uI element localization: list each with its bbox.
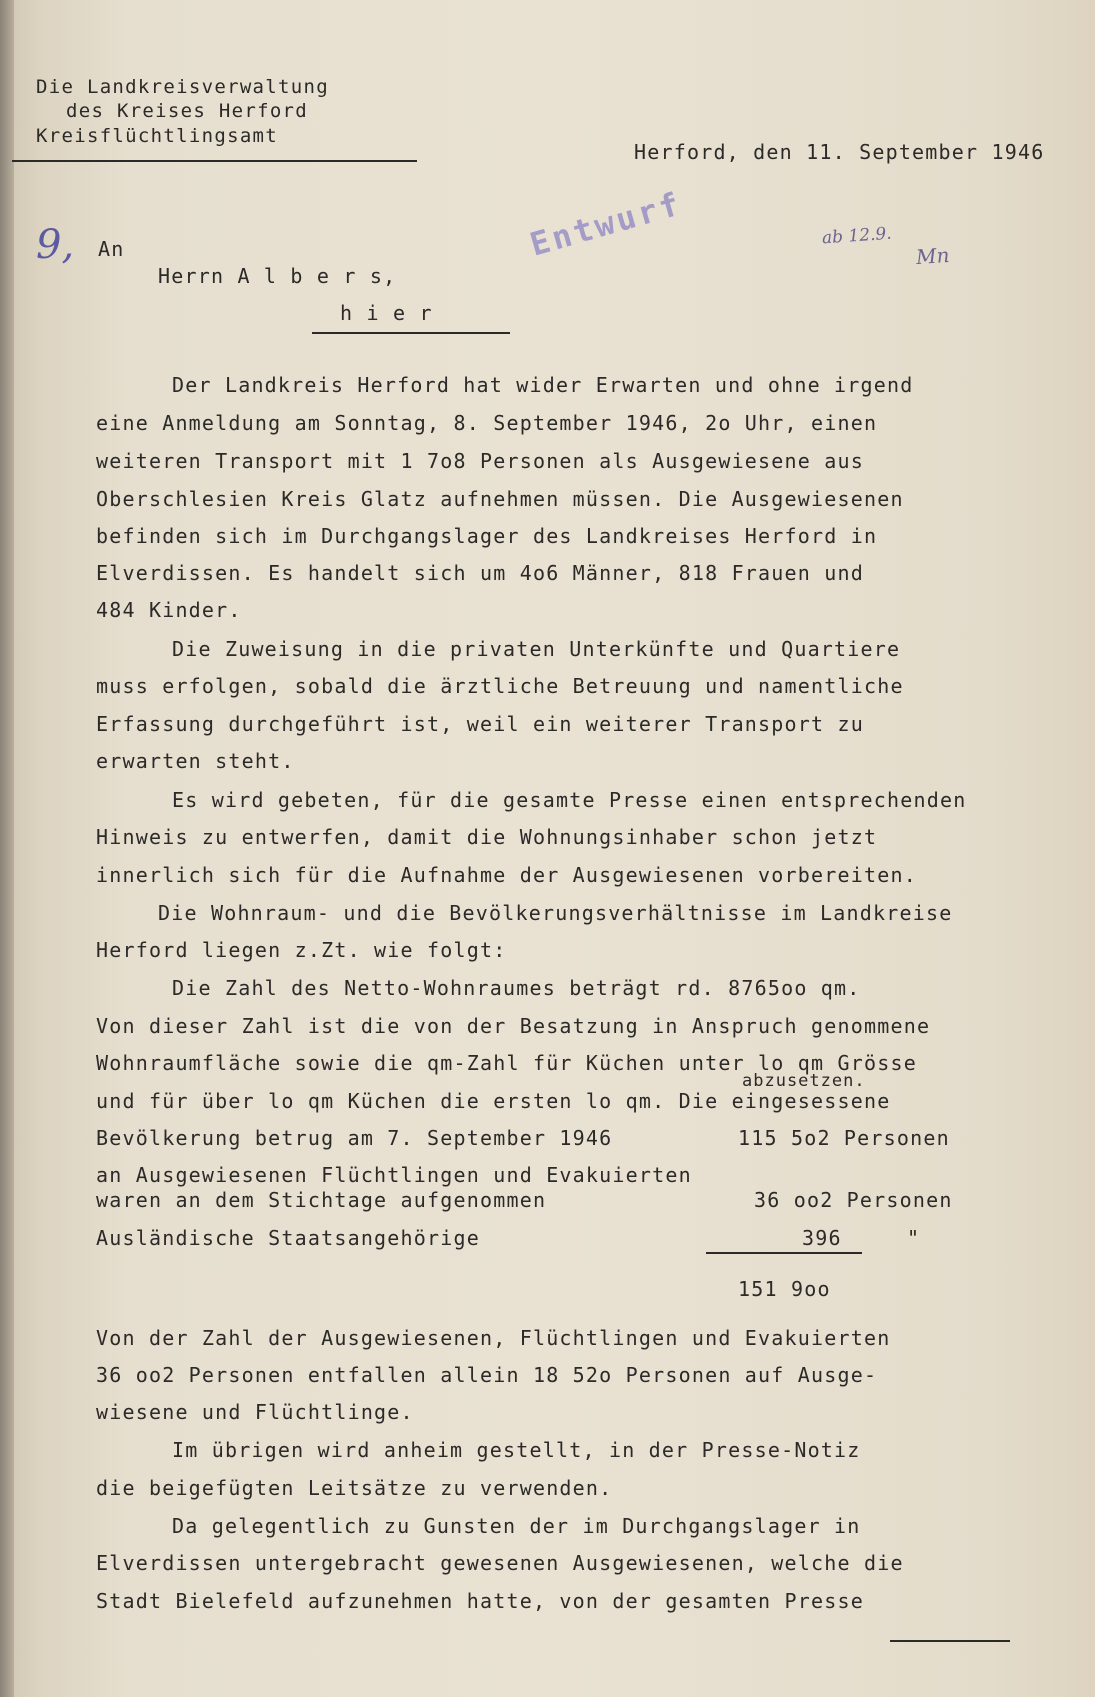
recipient-rule (312, 332, 510, 334)
body-line: Oberschlesien Kreis Glatz aufnehmen müssen. Die Ausgewiesenen (96, 487, 904, 511)
body-line: Erfassung durchgeführt ist, weil ein weiterer Transport zu (96, 712, 864, 736)
recipient-place: h i e r (340, 301, 433, 325)
pencil-initials: Mn (915, 242, 951, 270)
body-line: wiesene und Flüchtlinge. (96, 1400, 414, 1424)
continuation-rule (890, 1640, 1010, 1642)
letterhead-rule (12, 160, 417, 162)
ditto-mark: " (907, 1226, 921, 1250)
recipient-prefix: An (98, 237, 125, 261)
body-line: Die Zuweisung in die privaten Unterkünfte und Quartiere (172, 637, 901, 661)
body-line: weiteren Transport mit 1 7o8 Personen als Ausgewiesene aus (96, 449, 864, 473)
body-line: erwarten steht. (96, 749, 295, 773)
page-edge (0, 0, 14, 1697)
stats-label: Ausländische Staatsangehörige (96, 1226, 480, 1250)
stats-value: 396 (802, 1226, 842, 1250)
body-line: Die Wohnraum- und die Bevölkerungsverhältnisse im Landkreise (158, 901, 953, 925)
body-line: befinden sich im Durchgangslager des Landkreises Herford in (96, 524, 878, 548)
body-line: 484 Kinder. (96, 598, 242, 622)
stats-label: an Ausgewiesenen Flüchtlingen und Evakuierten (96, 1163, 692, 1187)
stats-label: waren an dem Stichtage aufgenommen (96, 1188, 547, 1212)
body-line: Stadt Bielefeld aufzunehmen hatte, von der gesamten Presse (96, 1589, 864, 1613)
body-line: Hinweis zu entwerfen, damit die Wohnungsinhaber schon jetzt (96, 825, 878, 849)
body-line: Da gelegentlich zu Gunsten der im Durchgangslager in (172, 1514, 861, 1538)
body-line: Wohnraumfläche sowie die qm-Zahl für Küchen unter lo qm Grösse (96, 1051, 917, 1075)
date-line: Herford, den 11. September 1946 (634, 140, 1045, 164)
stats-value: 115 5o2 Personen (738, 1126, 950, 1150)
body-line: innerlich sich für die Aufnahme der Ausgewiesenen vorbereiten. (96, 863, 917, 887)
body-line: und für über lo qm Küchen die ersten lo qm. Die eingesessene (96, 1089, 891, 1113)
sum-rule (706, 1252, 862, 1254)
pencil-date-note: ab 12.9. (821, 223, 893, 249)
letterhead-line-1: Die Landkreisverwaltung (36, 76, 329, 98)
letterhead-line-3: Kreisflüchtlingsamt (36, 125, 279, 147)
stats-label: Bevölkerung betrug am 7. September 1946 (96, 1126, 613, 1150)
margin-pencil-mark: 9, (36, 222, 75, 268)
correction-insert: abzusetzen. (742, 1071, 866, 1091)
letterhead-line-2: des Kreises Herford (66, 100, 309, 122)
stats-total: 151 9oo (738, 1277, 831, 1301)
body-line: Elverdissen. Es handelt sich um 4o6 Männer, 818 Frauen und (96, 561, 864, 585)
body-line: Von der Zahl der Ausgewiesenen, Flüchtlingen und Evakuierten (96, 1326, 891, 1350)
body-line: Elverdissen untergebracht gewesenen Ausgewiesenen, welche die (96, 1551, 904, 1575)
body-line: Es wird gebeten, für die gesamte Presse einen entsprechenden (172, 788, 967, 812)
body-line: Von dieser Zahl ist die von der Besatzung in Anspruch genommene (96, 1014, 931, 1038)
recipient-name: Herrn A l b e r s, (158, 264, 397, 288)
body-line: Herford liegen z.Zt. wie folgt: (96, 938, 507, 962)
body-line: Die Zahl des Netto-Wohnraumes beträgt rd. 8765oo qm. (172, 976, 861, 1000)
body-line: Der Landkreis Herford hat wider Erwarten und ohne irgend (172, 373, 914, 397)
body-line: eine Anmeldung am Sonntag, 8. September 1946, 2o Uhr, einen (96, 411, 878, 435)
body-line: Im übrigen wird anheim gestellt, in der Presse-Notiz (172, 1438, 861, 1462)
body-line: 36 oo2 Personen entfallen allein 18 52o Personen auf Ausge- (96, 1363, 878, 1387)
body-line: muss erfolgen, sobald die ärztliche Betreuung und namentliche (96, 674, 904, 698)
stats-value: 36 oo2 Personen (754, 1188, 953, 1212)
body-line: die beigefügten Leitsätze zu verwenden. (96, 1476, 613, 1500)
draft-stamp: Entwurf (525, 184, 687, 264)
